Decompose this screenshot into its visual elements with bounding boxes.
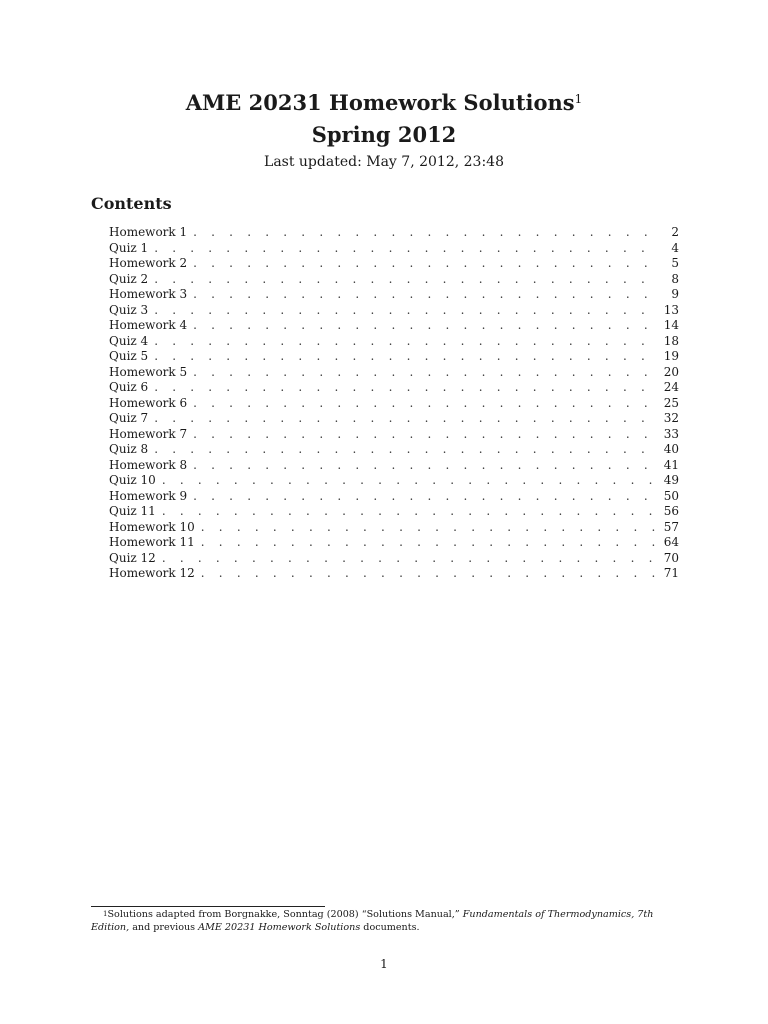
toc-dot-leader (154, 380, 657, 396)
footnote-mark: 1 (103, 910, 108, 918)
footnote-text-middle: and previous (129, 922, 199, 933)
toc-dot-leader (193, 256, 657, 272)
toc-entry-page[interactable]: 18 (663, 333, 679, 348)
toc-dot-leader (201, 566, 657, 582)
toc-entry-title[interactable]: Homework 9 (109, 488, 188, 503)
toc-dot-leader (193, 458, 657, 474)
toc-entry-title[interactable]: Homework 2 (109, 256, 188, 270)
toc-entry-title[interactable]: Quiz 3 (109, 302, 149, 317)
toc-entry[interactable] (109, 225, 679, 241)
toc-entry-page[interactable]: 56 (663, 504, 679, 518)
footnote-document-title: AME 20231 Homework Solutions (198, 922, 361, 933)
toc-entry-page[interactable]: 49 (663, 473, 679, 487)
toc-entry-title[interactable]: Homework 12 (109, 566, 195, 580)
toc-dot-leader (162, 551, 657, 567)
footnote-text-before: Solutions adapted from Borgnakke, Sonntag (2008) “Solutions Manual,” (107, 909, 463, 920)
toc-dot-leader (154, 272, 657, 288)
toc-entry[interactable] (109, 396, 679, 412)
toc-dot-leader (193, 318, 657, 334)
toc-entry[interactable] (109, 458, 679, 474)
toc-entry-page[interactable]: 50 (663, 488, 679, 503)
toc-entry-page[interactable]: 33 (663, 426, 679, 441)
toc-entry-page[interactable]: 8 (671, 271, 679, 286)
toc-entry-page[interactable]: 13 (663, 302, 679, 317)
toc-dot-leader (193, 287, 657, 303)
toc-dot-leader (193, 427, 657, 443)
toc-dot-leader (154, 349, 657, 365)
toc-entry[interactable] (109, 473, 679, 489)
toc-entry[interactable] (109, 551, 679, 567)
toc-entry[interactable] (109, 411, 679, 427)
toc-entry-title[interactable]: Homework 5 (109, 364, 188, 379)
toc-dot-leader (154, 411, 657, 427)
toc-entry-page[interactable]: 14 (663, 318, 679, 332)
toc-entry[interactable] (109, 520, 679, 536)
toc-entry[interactable] (109, 318, 679, 334)
toc-entry[interactable] (109, 287, 679, 303)
toc-entry-title[interactable]: Quiz 10 (109, 473, 156, 487)
toc-dot-leader (154, 303, 657, 319)
toc-entry-title[interactable]: Homework 7 (109, 426, 188, 441)
toc-entry-page[interactable]: 25 (663, 395, 679, 410)
toc-entry-title[interactable]: Homework 3 (109, 287, 188, 301)
toc-entry[interactable] (109, 380, 679, 396)
toc-dot-leader (201, 520, 657, 536)
toc-entry-page[interactable]: 2 (671, 225, 679, 239)
toc-entry[interactable] (109, 272, 679, 288)
page-number: 1 (380, 957, 388, 971)
toc-entry-page[interactable]: 24 (663, 380, 679, 394)
toc-entry-page[interactable]: 5 (671, 256, 679, 270)
toc-entry-title[interactable]: Homework 11 (109, 535, 195, 549)
toc-entry-title[interactable]: Quiz 8 (109, 442, 149, 456)
table-of-contents (109, 225, 679, 582)
toc-dot-leader (201, 535, 657, 551)
toc-entry[interactable] (109, 504, 679, 520)
toc-entry-title[interactable]: Homework 10 (109, 519, 195, 534)
toc-entry-title[interactable]: Quiz 11 (109, 504, 156, 518)
toc-dot-leader (154, 442, 657, 458)
document-title-text: AME 20231 Homework Solutions (185, 90, 575, 115)
toc-entry-title[interactable]: Quiz 1 (109, 240, 149, 255)
toc-dot-leader (162, 473, 657, 489)
toc-entry[interactable] (109, 303, 679, 319)
toc-entry-page[interactable]: 57 (663, 519, 679, 534)
toc-entry-title[interactable]: Homework 4 (109, 318, 188, 332)
toc-dot-leader (193, 489, 657, 505)
toc-entry[interactable] (109, 489, 679, 505)
toc-entry[interactable] (109, 535, 679, 551)
contents-heading: Contents (91, 194, 172, 213)
toc-entry-page[interactable]: 70 (663, 550, 679, 565)
document-title (0, 90, 768, 116)
toc-entry-title[interactable]: Homework 1 (109, 225, 188, 239)
toc-dot-leader (193, 225, 657, 241)
toc-entry-title[interactable]: Homework 8 (109, 457, 188, 472)
toc-entry-title[interactable]: Quiz 2 (109, 271, 149, 286)
footnote (91, 908, 679, 934)
toc-dot-leader (154, 241, 657, 257)
toc-entry-page[interactable]: 41 (663, 457, 679, 472)
toc-entry[interactable] (109, 566, 679, 582)
footnote-text-after: documents. (360, 922, 420, 933)
toc-entry-page[interactable]: 19 (663, 349, 679, 363)
toc-dot-leader (193, 396, 657, 412)
footnote-rule (91, 906, 325, 907)
toc-entry-page[interactable]: 4 (671, 240, 679, 255)
toc-entry[interactable] (109, 241, 679, 257)
toc-entry[interactable] (109, 427, 679, 443)
toc-dot-leader (162, 504, 657, 520)
toc-entry-title[interactable]: Quiz 12 (109, 550, 156, 565)
toc-entry-page[interactable]: 9 (671, 287, 679, 301)
toc-entry-title[interactable]: Homework 6 (109, 395, 188, 410)
toc-entry[interactable] (109, 334, 679, 350)
last-updated: Last updated: May 7, 2012, 23:48 (264, 154, 504, 170)
toc-dot-leader (154, 334, 657, 350)
title-footnote-mark[interactable]: 1 (574, 92, 583, 106)
toc-entry[interactable] (109, 442, 679, 458)
toc-entry-title[interactable]: Quiz 5 (109, 349, 149, 363)
toc-entry-title[interactable]: Quiz 6 (109, 380, 149, 394)
toc-entry-page[interactable]: 32 (663, 411, 679, 425)
document-subtitle: Spring 2012 (311, 122, 457, 147)
toc-entry-title[interactable]: Quiz 4 (109, 333, 149, 348)
toc-entry-title[interactable]: Quiz 7 (109, 411, 149, 425)
toc-entry-page[interactable]: 71 (663, 566, 679, 580)
toc-dot-leader (193, 365, 657, 381)
footnote-book-title: Fundamentals of Thermodynamics, 7th Edition, (91, 909, 654, 933)
toc-entry[interactable] (109, 349, 679, 365)
toc-entry-page[interactable]: 40 (663, 442, 679, 456)
toc-entry[interactable] (109, 365, 679, 381)
toc-entry[interactable] (109, 256, 679, 272)
toc-entry-page[interactable]: 64 (663, 535, 679, 549)
toc-entry-page[interactable]: 20 (663, 364, 679, 379)
